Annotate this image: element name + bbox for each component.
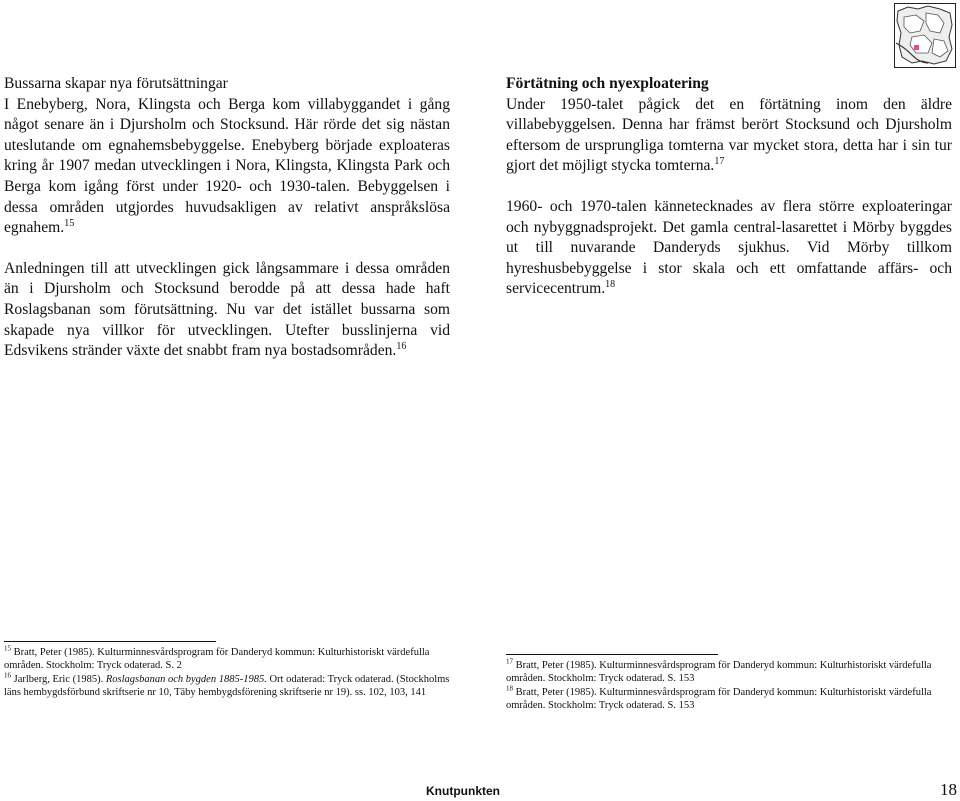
footnotes-left bbox=[4, 641, 454, 699]
footnote-divider bbox=[506, 654, 718, 655]
footnote-15 bbox=[4, 646, 454, 673]
section-1960-talen bbox=[506, 197, 952, 300]
footnote-divider bbox=[4, 641, 216, 642]
footnote-number-18: 18 bbox=[506, 684, 513, 693]
paragraph-1960-talen: 1960- och 1970-talen kännetecknades av flera större exploateringar och nybyggnadsprojekt. Det gamla central-lasarettet i Mörby byggdes ut till nuvarande Danderyds sjukhus. Vid Mörby tillkom hyreshusbebyggelse i stor skala och ett omfattande affärs- och servicecentrum. bbox=[506, 197, 952, 298]
footnote-title-16: Roslagsbanan och bygden 1885-1985. bbox=[105, 673, 267, 685]
section-anledningen bbox=[4, 259, 450, 362]
right-column bbox=[506, 74, 952, 320]
footnote-ref-15: 15 bbox=[64, 217, 75, 229]
footnote-ref-18: 18 bbox=[605, 279, 616, 291]
map-thumbnail-icon bbox=[894, 3, 956, 68]
footnote-text-18: Bratt, Peter (1985). Kulturminnesvårdsprogram för Danderyd kommun: Kulturhistoriskt värdefulla områden. Stockholm: Tryck odaterad. S. 153 bbox=[506, 686, 932, 711]
footnote-text-15: Bratt, Peter (1985). Kulturminnesvårdsprogram för Danderyd kommun: Kulturhistoriskt värdefulla områden. Stockholm: Tryck odaterad. S. 2 bbox=[4, 647, 430, 672]
page-number: 18 bbox=[940, 780, 957, 799]
paragraph-anledningen: Anledningen till att utvecklingen gick långsammare i dessa områden än i Djursholm och Stocksund berodde på att dessa hade haft Roslagsbanan som förutsättning. Nu var det istället bussarna som skapade nya villkor för utvecklingen. Utefter busslinjerna vid Edsvikens stränder växte det snabbt fram nya bostadsområden. bbox=[4, 259, 450, 360]
footnotes-right bbox=[506, 654, 956, 712]
section-heading-fortatning: Förtätning och nyexploatering bbox=[506, 75, 709, 92]
footnote-number-17: 17 bbox=[506, 657, 513, 666]
footnote-ref-16: 16 bbox=[396, 340, 407, 352]
footnote-18 bbox=[506, 686, 956, 713]
section-bussarna bbox=[4, 74, 450, 239]
footnote-text-16b: Ort odaterad: Tryck odaterad. (Stockholms läns hembygdsförbund skriftserie nr 10, Täby hembygdsförening skriftserie nr 19). ss. 102, 103, 141 bbox=[4, 673, 450, 698]
footnote-number-15: 15 bbox=[4, 644, 11, 653]
footnote-16 bbox=[4, 673, 454, 700]
left-column bbox=[4, 74, 450, 382]
footnote-text-16a: Jarlberg, Eric (1985). bbox=[13, 673, 104, 685]
footnote-ref-17: 17 bbox=[714, 156, 725, 168]
paragraph-villabyggandet: I Enebyberg, Nora, Klingsta och Berga kom villabyggandet i gång något senare än i Djursholm och Stocksund. Här rörde det sig nästan uteslutande om egnahemsbebyggelse. Enebyberg började exploateras kring år 1907 medan utvecklingen i Nora, Klingsta, Klingsta Park och Berga kom igång först under 1920- och 1930-talen. Bebyggelsen i dessa områden utgjordes huvudsakligen av relativt anspråkslösa egnahem. bbox=[4, 95, 450, 237]
footnote-number-16: 16 bbox=[4, 671, 11, 680]
section-fortatning bbox=[506, 74, 952, 177]
section-heading-bussarna: Bussarna skapar nya förutsättningar bbox=[4, 75, 228, 92]
footnote-17 bbox=[506, 659, 956, 686]
footnote-text-17: Bratt, Peter (1985). Kulturminnesvårdsprogram för Danderyd kommun: Kulturhistoriskt värdefulla områden. Stockholm: Tryck odaterad. S. 153 bbox=[506, 660, 932, 685]
footer-title: Knutpunkten bbox=[426, 784, 500, 798]
paragraph-1950-talet: Under 1950-talet pågick det en förtätning inom den äldre villabebyggelsen. Denna har främst berört Stocksund och Djursholm eftersom de ursprungliga tomterna var mycket stora, detta har i sin tur gjort det möjligt stycka tomterna. bbox=[506, 95, 952, 175]
